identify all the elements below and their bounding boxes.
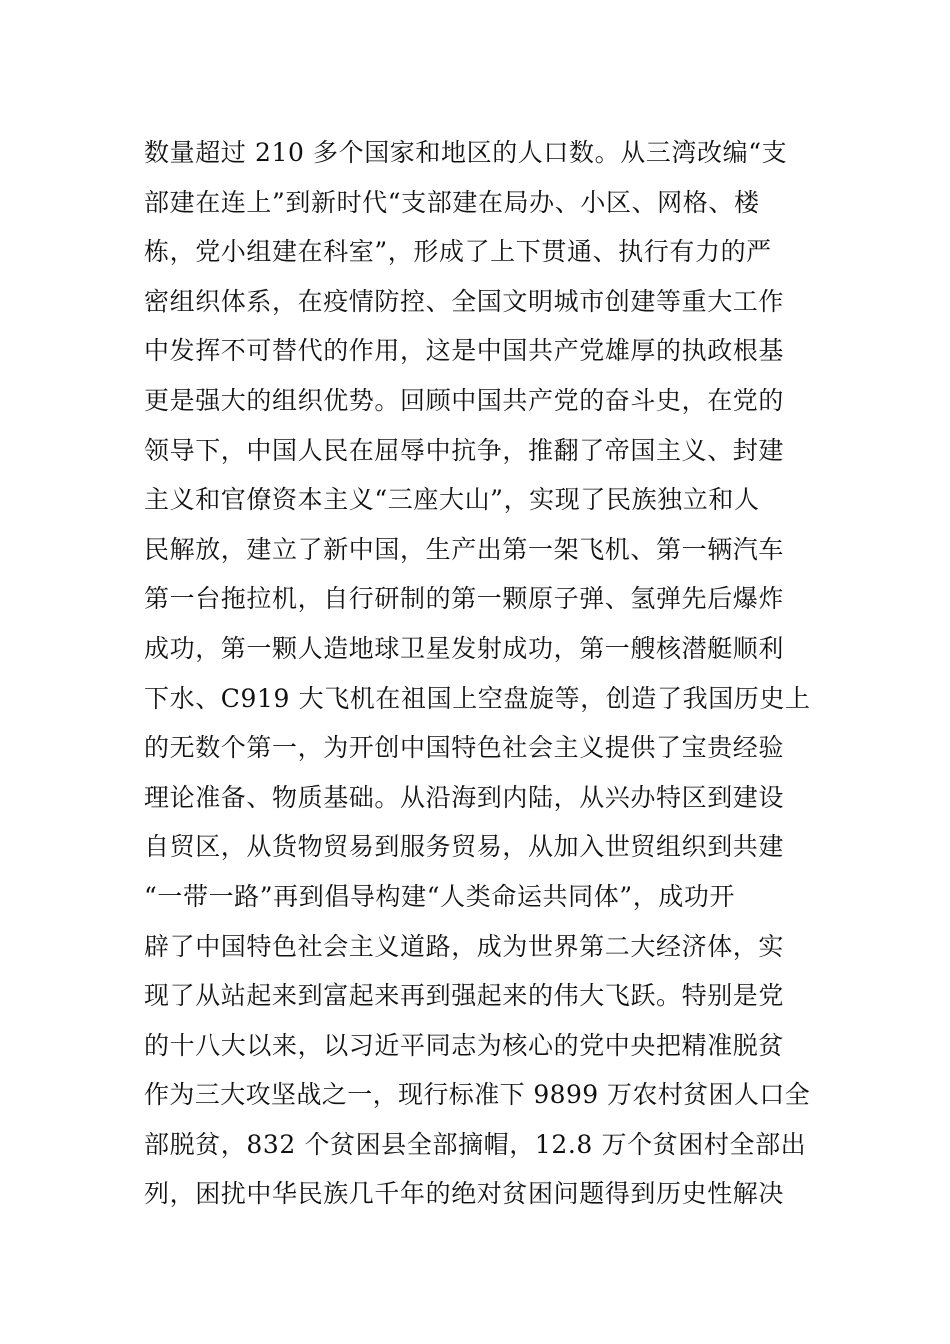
- text-line: 主义和官僚资本主义“三座大山”，实现了民族独立和人: [144, 485, 760, 515]
- text-line: “一带一路”再到倡导构建“人类命运共同体”，成功开: [144, 881, 736, 911]
- text-line: 中发挥不可替代的作用，这是中国共产党雄厚的执政根基: [144, 336, 785, 366]
- text-line: 数量超过 210 多个国家和地区的人口数。从三湾改编“支: [144, 138, 788, 167]
- text-line: 领导下，中国人民在屈辱中抗争，推翻了帝国主义、封建: [144, 435, 785, 465]
- text-line: 密组织体系，在疫情防控、全国文明城市创建等重大工作: [144, 286, 785, 316]
- text-line: 栋，党小组建在科室”，形成了上下贯通、执行有力的严: [144, 237, 772, 267]
- text-line: 现了从站起来到富起来再到强起来的伟大飞跃。特别是党: [144, 981, 785, 1011]
- text-line: 列，困扰中华民族几千年的绝对贫困问题得到历史性解决: [144, 1179, 785, 1209]
- text-line: 民解放，建立了新中国，生产出第一架飞机、第一辆汽车: [144, 534, 785, 564]
- text-line: 更是强大的组织优势。回顾中国共产党的奋斗史，在党的: [144, 385, 785, 415]
- body-paragraph: [144, 128, 814, 1219]
- text-line: 部建在连上”到新时代“支部建在局办、小区、网格、楼: [144, 187, 760, 217]
- text-line: 自贸区，从货物贸易到服务贸易，从加入世贸组织到共建: [144, 832, 785, 862]
- text-line: 的十八大以来，以习近平同志为核心的党中央把精准脱贫: [144, 1030, 785, 1060]
- text-line: 辟了中国特色社会主义道路，成为世界第二大经济体，实: [144, 931, 785, 961]
- text-line: 第一台拖拉机，自行研制的第一颗原子弹、氢弹先后爆炸: [144, 584, 785, 614]
- text-line: 的无数个第一，为开创中国特色社会主义提供了宝贵经验: [144, 733, 785, 763]
- text-line: 理论准备、物质基础。从沿海到内陆，从兴办特区到建设: [144, 782, 785, 812]
- text-line: 成功，第一颗人造地球卫星发射成功，第一艘核潜艇顺利: [144, 633, 785, 663]
- text-line: 作为三大攻坚战之一，现行标准下 9899 万农村贫困人口全: [144, 1080, 811, 1110]
- text-line: 下水、C919 大飞机在祖国上空盘旋等，创造了我国历史上: [144, 683, 811, 713]
- text-line: 部脱贫，832 个贫困县全部摘帽，12.8 万个贫困村全部出: [144, 1129, 807, 1159]
